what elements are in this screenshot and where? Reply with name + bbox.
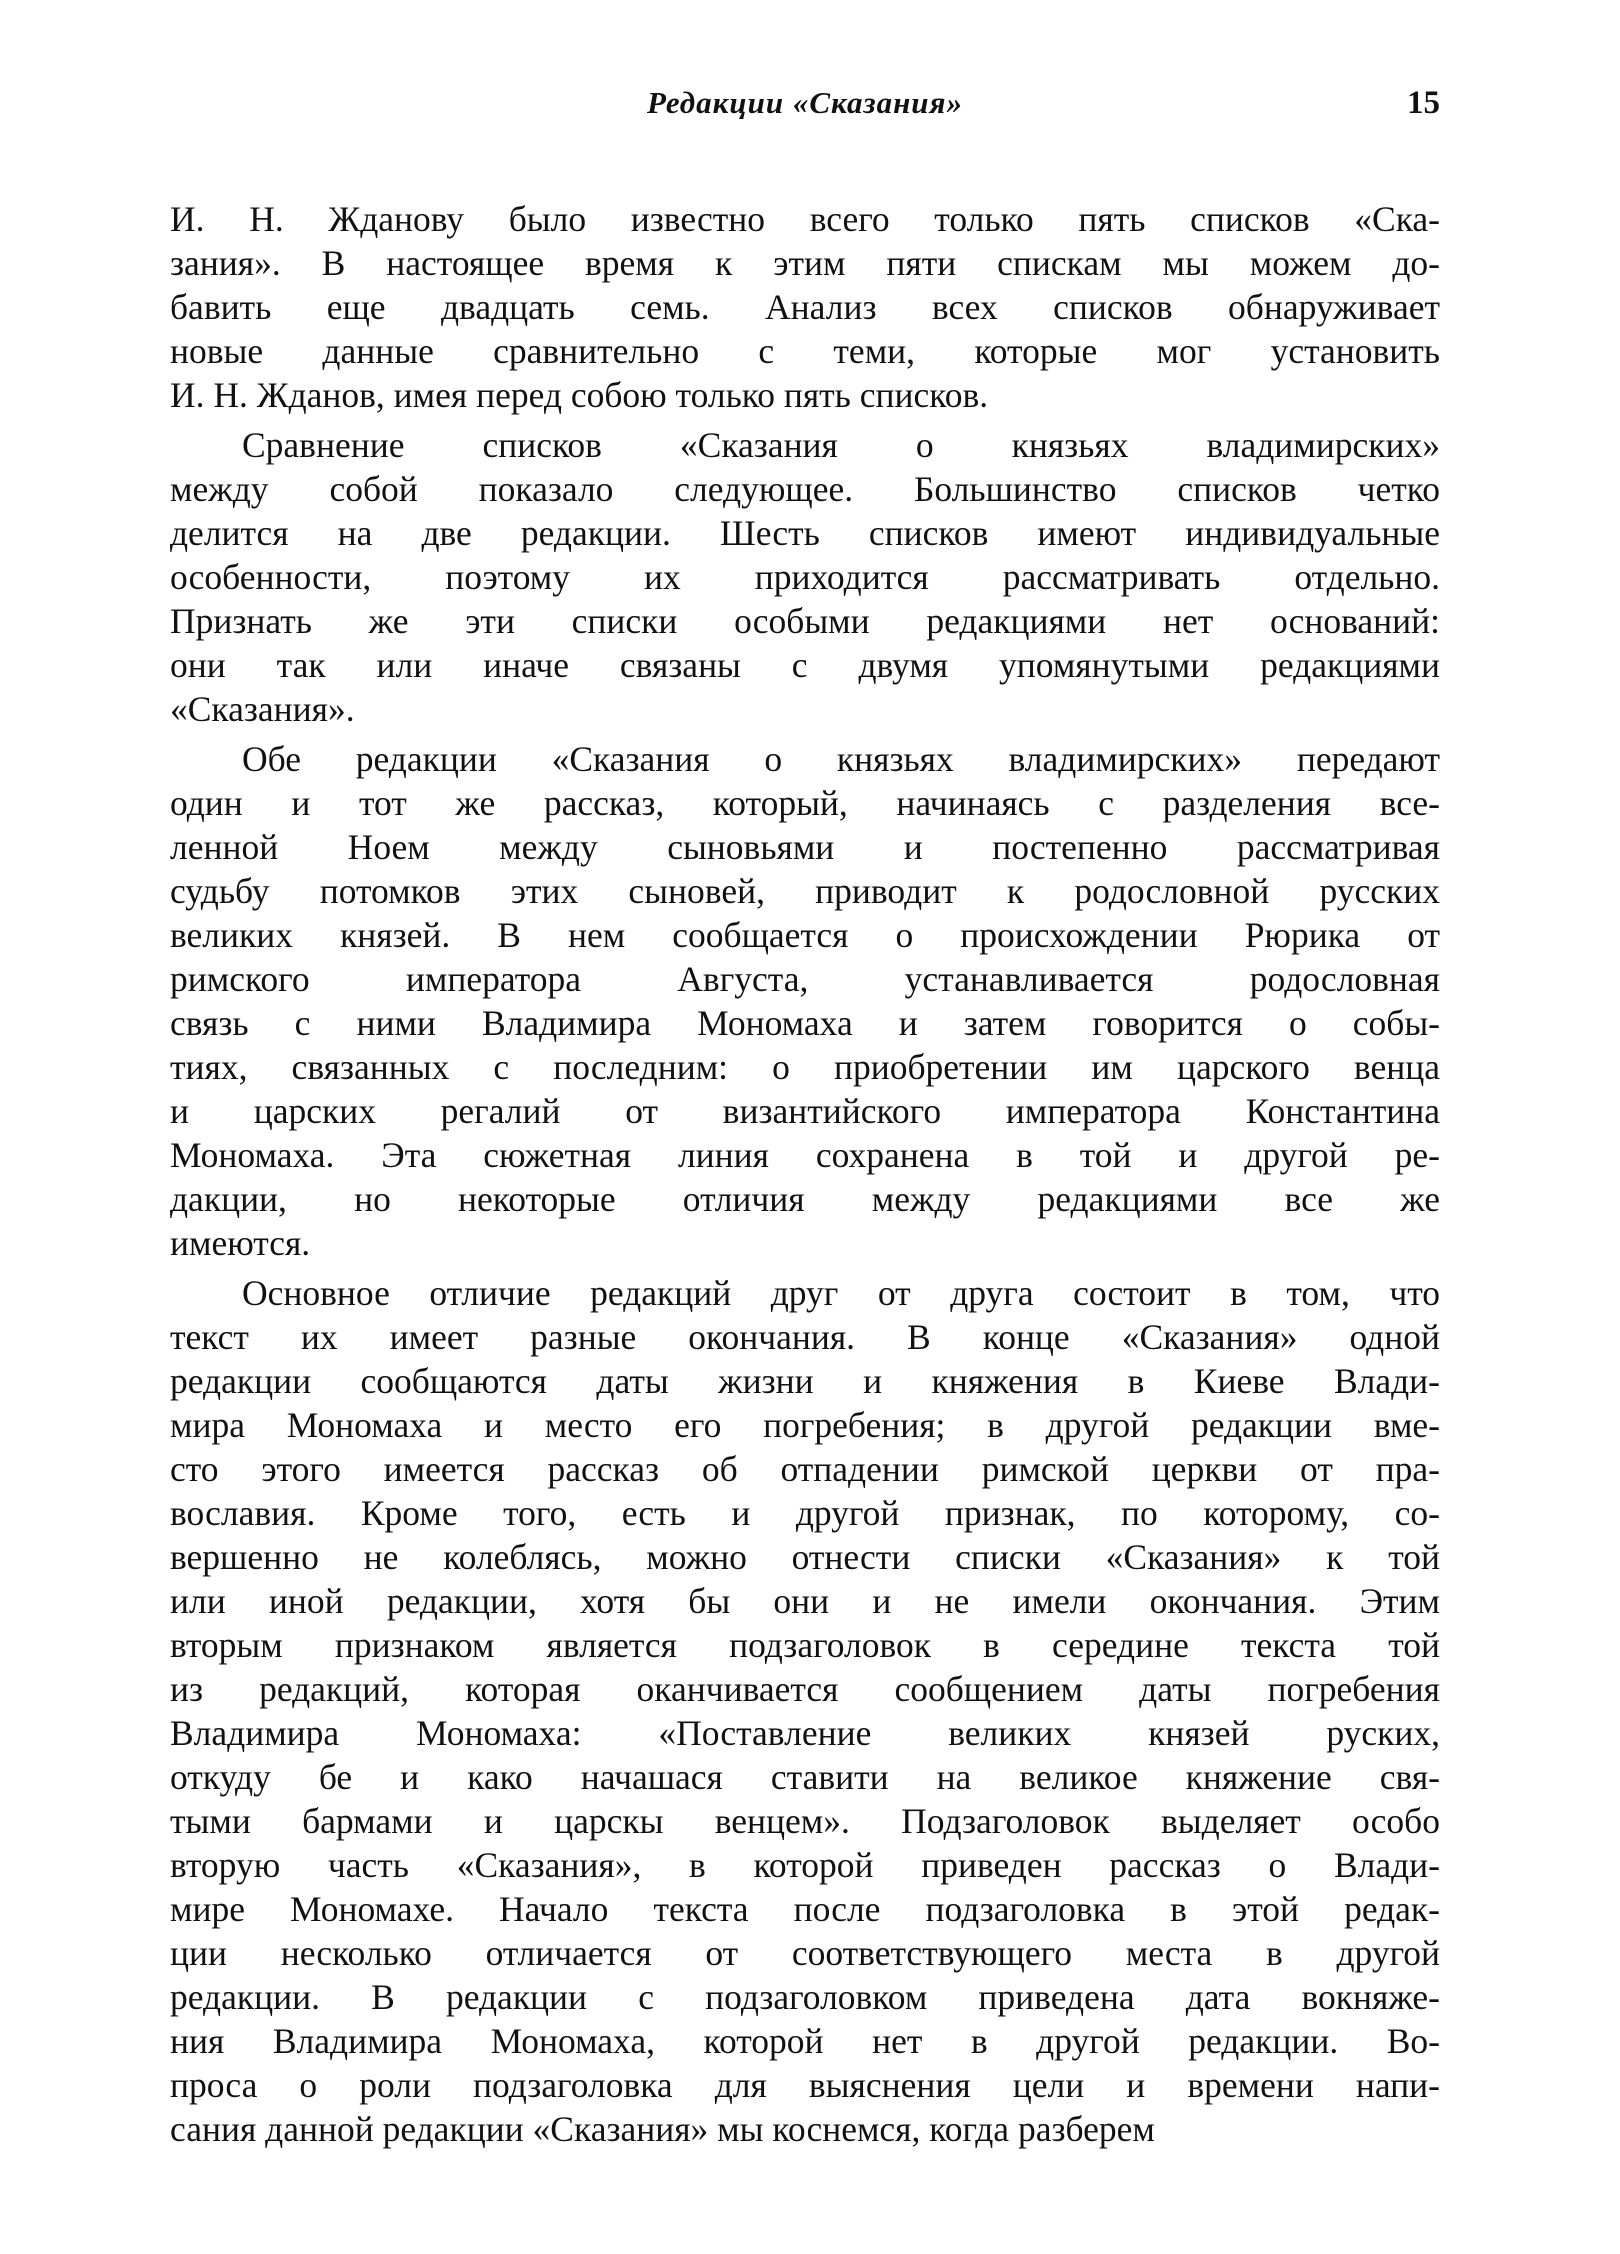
text-line: и царских регалий от византийского императора Константина: [170, 1091, 1440, 1131]
text-line: ленной Ноем между сыновьями и постепенно рассматривая: [170, 827, 1440, 867]
text-line: имеются.: [170, 1223, 311, 1263]
text-line: вершенно не колеблясь, можно отнести списки «Сказания» к той: [170, 1537, 1440, 1577]
text-line: Мономаха. Эта сюжетная линия сохранена в той и другой ре-: [170, 1135, 1440, 1175]
text-line: новые данные сравнительно с теми, которые мог установить: [170, 331, 1440, 371]
paragraph: [170, 423, 1440, 731]
text-line: Основное отличие редакций друг от друга состоит в том, что: [242, 1273, 1440, 1313]
text-line: мира Мономаха и место его погребения; в другой редакции вме-: [170, 1405, 1440, 1445]
text-line: вторым признаком является подзаголовок в середине текста той: [170, 1625, 1440, 1665]
book-page: [170, 85, 1440, 2157]
text-line: вторую часть «Сказания», в которой приведен рассказ о Влади-: [170, 1845, 1440, 1885]
text-line: проса о роли подзаголовка для выяснения цели и времени напи-: [170, 2065, 1440, 2105]
text-line: делится на две редакции. Шесть списков имеют индивидуальные: [170, 513, 1440, 553]
text-line: И. Н. Жданов, имея перед собою только пять списков.: [170, 375, 989, 415]
text-line: они так или иначе связаны с двумя упомянутыми редакциями: [170, 645, 1440, 685]
text-line: сания данной редакции «Сказания» мы коснемся, когда разберем: [170, 2109, 1155, 2149]
paragraph: [170, 1271, 1440, 2151]
text-line: редакции сообщаются даты жизни и княжения в Киеве Влади-: [170, 1361, 1440, 1401]
text-line: сто этого имеется рассказ об отпадении римской церкви от пра-: [170, 1449, 1440, 1489]
text-line: Обе редакции «Сказания о князьях владимирских» передают: [242, 739, 1440, 779]
text-line: особенности, поэтому их приходится рассматривать отдельно.: [170, 557, 1440, 597]
running-title: Редакции «Сказания»: [647, 85, 963, 120]
body-text: [170, 197, 1440, 2151]
text-line: между собой показало следующее. Большинство списков четко: [170, 469, 1440, 509]
text-line: великих князей. В нем сообщается о происхождении Рюрика от: [170, 915, 1440, 955]
text-line: текст их имеет разные окончания. В конце «Сказания» одной: [170, 1317, 1440, 1357]
text-line: ции несколько отличается от соответствующего места в другой: [170, 1933, 1440, 1973]
running-head: [170, 85, 1440, 145]
text-line: ния Владимира Мономаха, которой нет в другой редакции. Во-: [170, 2021, 1440, 2061]
text-line: Признать же эти списки особыми редакциями нет оснований:: [170, 601, 1440, 641]
text-line: или иной редакции, хотя бы они и не имели окончания. Этим: [170, 1581, 1440, 1621]
text-line: из редакций, которая оканчивается сообщением даты погребения: [170, 1669, 1440, 1709]
text-line: вославия. Кроме того, есть и другой признак, по которому, со-: [170, 1493, 1440, 1533]
text-line: Владимира Мономаха: «Поставление великих князей руских,: [170, 1713, 1440, 1753]
text-line: откуду бе и како начашася ставити на великое княжение свя-: [170, 1757, 1440, 1797]
text-line: римского императора Августа, устанавливается родословная: [170, 959, 1440, 999]
text-line: И. Н. Жданову было известно всего только пять списков «Ска-: [170, 199, 1440, 239]
text-line: судьбу потомков этих сыновей, приводит к родословной русских: [170, 871, 1440, 911]
text-line: дакции, но некоторые отличия между редакциями все же: [170, 1179, 1440, 1219]
text-line: один и тот же рассказ, который, начинаясь с разделения все-: [170, 783, 1440, 823]
paragraph: [170, 737, 1440, 1265]
text-line: мире Мономахе. Начало текста после подзаголовка в этой редак-: [170, 1889, 1440, 1929]
text-line: Сравнение списков «Сказания о князьях владимирских»: [242, 425, 1440, 465]
text-line: бавить еще двадцать семь. Анализ всех списков обнаруживает: [170, 287, 1440, 327]
text-line: зания». В настоящее время к этим пяти спискам мы можем до-: [170, 243, 1440, 283]
text-line: редакции. В редакции с подзаголовком приведена дата вокняже-: [170, 1977, 1440, 2017]
text-line: связь с ними Владимира Мономаха и затем говорится о собы-: [170, 1003, 1440, 1043]
text-line: «Сказания».: [170, 689, 355, 729]
text-line: тиях, связанных с последним: о приобретении им царского венца: [170, 1047, 1440, 1087]
page-number: 15: [1407, 85, 1440, 121]
paragraph: [170, 197, 1440, 417]
text-line: тыми бармами и царскы венцем». Подзаголовок выделяет особо: [170, 1801, 1440, 1841]
